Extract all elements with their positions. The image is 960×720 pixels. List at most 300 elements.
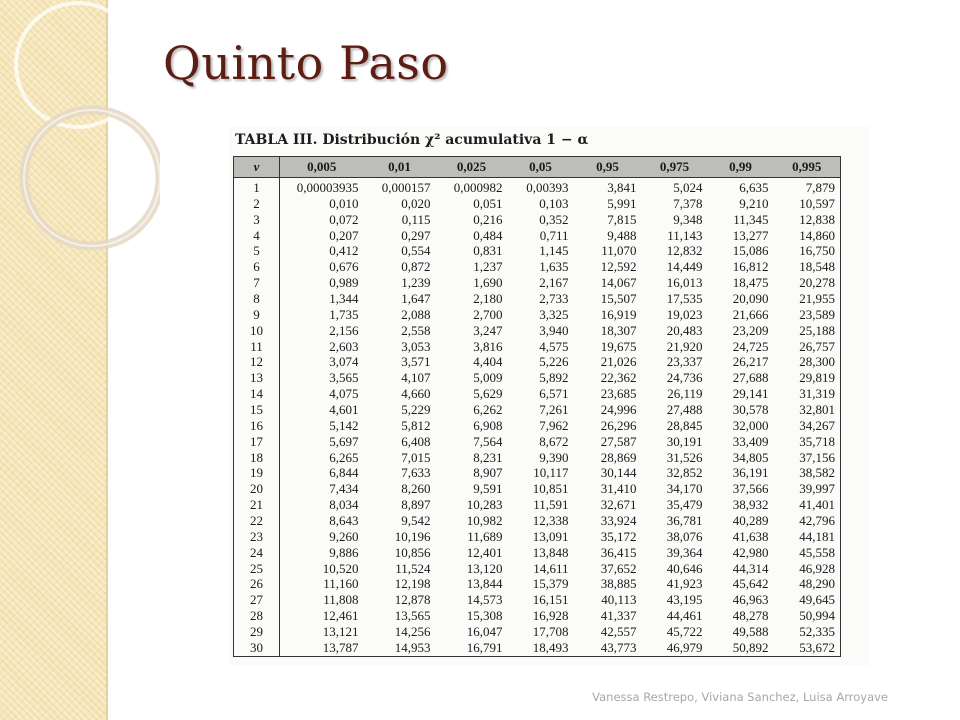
table-cell: 0,676 (329, 259, 359, 275)
table-cell: 15,086 (732, 243, 769, 259)
header-alpha: 0,99 (708, 157, 774, 178)
table-cell: 35,718 (774, 434, 841, 450)
table-row (234, 275, 841, 291)
table-row (234, 339, 841, 355)
table-row (234, 402, 841, 418)
table-cell: 3,325 (539, 306, 569, 322)
table-row (234, 592, 841, 608)
table-cell: 8,231 (473, 449, 503, 465)
table-cell: 45,558 (774, 545, 841, 561)
header-alpha: 0,025 (436, 157, 508, 178)
table-cell: 0,554 (401, 243, 431, 259)
row-degrees-of-freedom: 14 (234, 386, 280, 402)
table-cell: 0,103 (539, 195, 569, 211)
table-cell: 9,260 (329, 528, 359, 544)
table-cell: 44,314 (732, 560, 769, 576)
table-cell: 29,819 (774, 370, 841, 386)
row-degrees-of-freedom: 18 (234, 450, 280, 466)
table-row (234, 370, 841, 386)
table-cell: 34,267 (774, 418, 841, 434)
table-cell: 16,151 (532, 592, 569, 608)
table-cell: 5,991 (607, 195, 637, 211)
table-cell: 50,994 (774, 608, 841, 624)
table-cell: 7,378 (673, 195, 703, 211)
table-cell: 17,708 (532, 624, 569, 640)
table-cell: 4,660 (401, 386, 431, 402)
table-cell: 35,479 (666, 497, 703, 513)
table-cell: 20,090 (732, 291, 769, 307)
table-cell: 1,735 (329, 306, 359, 322)
table-cell: 0,115 (401, 211, 431, 227)
table-cell: 45,642 (732, 576, 769, 592)
row-degrees-of-freedom: 30 (234, 640, 280, 656)
table-cell: 36,781 (666, 513, 703, 529)
table-cell: 0,989 (329, 275, 359, 291)
table-cell: 13,787 (280, 640, 364, 656)
ring-bottom-highlight (24, 110, 160, 246)
header-alpha: 0,05 (508, 157, 574, 178)
row-degrees-of-freedom: 1 (234, 178, 280, 196)
table-cell: 32,801 (774, 402, 841, 418)
table-cell: 0,872 (401, 259, 431, 275)
row-degrees-of-freedom: 22 (234, 513, 280, 529)
table-cell: 15,308 (466, 608, 503, 624)
table-cell: 0,051 (473, 195, 503, 211)
table-cell: 12,838 (774, 212, 841, 228)
table-cell: 0,297 (401, 227, 431, 243)
table-cell: 16,750 (774, 243, 841, 259)
table-cell: 24,725 (732, 338, 769, 354)
table-cell: 46,963 (732, 592, 769, 608)
table-cell: 1,690 (473, 275, 503, 291)
row-degrees-of-freedom: 13 (234, 370, 280, 386)
footer-authors: Vanessa Restrepo, Viviana Sanchez, Luisa Arroyave (592, 690, 888, 704)
table-cell: 5,697 (329, 433, 359, 449)
table-cell: 23,209 (732, 322, 769, 338)
table-cell: 41,401 (774, 497, 841, 513)
row-degrees-of-freedom: 7 (234, 275, 280, 291)
table-cell: 40,289 (732, 513, 769, 529)
table-cell: 4,075 (329, 386, 359, 402)
table-cell: 10,982 (466, 513, 503, 529)
table-cell: 21,920 (666, 338, 703, 354)
table-cell: 1,145 (539, 243, 569, 259)
table-cell: 12,832 (666, 243, 703, 259)
table-cell: 7,015 (401, 449, 431, 465)
table-cell: 14,067 (600, 275, 637, 291)
row-degrees-of-freedom: 3 (234, 212, 280, 228)
table-cell: 20,483 (666, 322, 703, 338)
table-cell: 10,597 (774, 196, 841, 212)
table-cell: 0,020 (401, 195, 431, 211)
table-cell: 6,262 (473, 402, 503, 418)
table-cell: 3,074 (329, 354, 359, 370)
table-cell: 9,591 (473, 481, 503, 497)
table-cell: 28,300 (774, 354, 841, 370)
table-cell: 2,558 (401, 322, 431, 338)
row-degrees-of-freedom: 29 (234, 624, 280, 640)
table-cell: 12,592 (600, 259, 637, 275)
table-header-row (234, 157, 841, 178)
table-cell: 6,571 (539, 386, 569, 402)
table-cell: 5,009 (473, 370, 503, 386)
table-cell: 4,404 (473, 354, 503, 370)
table-cell: 11,689 (467, 528, 503, 544)
table-cell: 48,290 (774, 576, 841, 592)
table-row (234, 178, 841, 196)
table-cell: 5,024 (673, 180, 703, 195)
table-cell: 2,733 (539, 291, 569, 307)
table-cell: 29,141 (732, 386, 769, 402)
table-row (234, 497, 841, 513)
table-cell: 18,493 (508, 640, 574, 656)
table-row (234, 465, 841, 481)
row-degrees-of-freedom: 21 (234, 497, 280, 513)
row-degrees-of-freedom: 19 (234, 465, 280, 481)
table-cell: 41,923 (666, 576, 703, 592)
table-cell: 2,088 (401, 306, 431, 322)
table-cell: 10,851 (532, 481, 569, 497)
row-degrees-of-freedom: 17 (234, 434, 280, 450)
row-degrees-of-freedom: 27 (234, 592, 280, 608)
header-alpha: 0,975 (642, 157, 708, 178)
table-cell: 41,337 (600, 608, 637, 624)
table-cell: 30,191 (666, 433, 703, 449)
table-cell: 34,805 (732, 449, 769, 465)
row-degrees-of-freedom: 12 (234, 354, 280, 370)
table-cell: 27,488 (666, 402, 703, 418)
table-cell: 0,352 (539, 211, 569, 227)
row-degrees-of-freedom: 11 (234, 339, 280, 355)
scanned-table-image (229, 126, 869, 666)
table-cell: 35,172 (600, 528, 637, 544)
table-cell: 8,260 (401, 481, 431, 497)
header-alpha: 0,005 (280, 157, 364, 178)
table-cell: 23,589 (774, 307, 841, 323)
table-cell: 43,195 (666, 592, 703, 608)
table-row (234, 354, 841, 370)
table-cell: 33,924 (600, 513, 637, 529)
table-cell: 10,283 (466, 497, 503, 513)
table-cell: 27,587 (600, 433, 637, 449)
table-cell: 43,773 (574, 640, 642, 656)
table-cell: 0,072 (329, 211, 359, 227)
table-cell: 9,210 (739, 195, 769, 211)
table-cell: 13,121 (322, 624, 359, 640)
table-cell: 9,886 (329, 544, 359, 560)
table-cell: 5,229 (401, 402, 431, 418)
table-cell: 5,812 (401, 417, 431, 433)
table-cell: 9,390 (539, 449, 569, 465)
table-cell: 3,841 (607, 180, 637, 195)
table-row (234, 418, 841, 434)
row-degrees-of-freedom: 4 (234, 228, 280, 244)
table-cell: 12,878 (394, 592, 431, 608)
table-cell: 46,979 (642, 640, 708, 656)
table-cell: 27,688 (732, 370, 769, 386)
table-cell: 14,256 (394, 624, 431, 640)
table-row (234, 450, 841, 466)
table-cell: 11,143 (667, 227, 703, 243)
table-cell: 7,261 (539, 402, 569, 418)
table-cell: 28,845 (666, 417, 703, 433)
header-alpha: 0,01 (364, 157, 436, 178)
table-cell: 5,629 (473, 386, 503, 402)
table-cell: 44,181 (774, 529, 841, 545)
table-cell: 34,170 (666, 481, 703, 497)
table-row (234, 434, 841, 450)
table-cell: 30,578 (732, 402, 769, 418)
row-degrees-of-freedom: 20 (234, 481, 280, 497)
table-cell: 18,548 (774, 259, 841, 275)
table-row (234, 513, 841, 529)
table-cell: 0,412 (329, 243, 359, 259)
table-cell: 30,144 (600, 465, 637, 481)
table-cell: 48,278 (732, 608, 769, 624)
row-degrees-of-freedom: 25 (234, 561, 280, 577)
table-cell: 3,565 (329, 370, 359, 386)
table-cell: 16,812 (732, 259, 769, 275)
table-cell: 24,736 (666, 370, 703, 386)
table-row (234, 323, 841, 339)
table-cell: 14,573 (466, 592, 503, 608)
table-cell: 16,928 (532, 608, 569, 624)
table-cell: 13,277 (732, 227, 769, 243)
table-cell: 28,869 (600, 449, 637, 465)
table-row (234, 545, 841, 561)
table-cell: 6,265 (329, 449, 359, 465)
table-cell: 14,860 (774, 228, 841, 244)
table-cell: 10,117 (533, 465, 569, 481)
table-cell: 0,010 (329, 195, 359, 211)
table-row (234, 307, 841, 323)
table-cell: 9,488 (607, 227, 637, 243)
table-cell: 44,461 (666, 608, 703, 624)
row-degrees-of-freedom: 5 (234, 243, 280, 259)
table-caption: TABLA III. Distribución χ² acumulativa 1 − α (235, 132, 589, 148)
table-row (234, 386, 841, 402)
table-cell: 12,198 (394, 576, 431, 592)
table-cell: 23,685 (600, 386, 637, 402)
table-cell: 13,120 (466, 560, 503, 576)
header-alpha: 0,995 (774, 157, 841, 178)
table-cell: 2,180 (473, 291, 503, 307)
table-cell: 2,603 (329, 338, 359, 354)
table-cell: 8,034 (329, 497, 359, 513)
table-cell: 6,635 (739, 180, 769, 195)
table-cell: 2,156 (329, 322, 359, 338)
row-degrees-of-freedom: 2 (234, 196, 280, 212)
table-cell: 38,076 (666, 528, 703, 544)
table-cell: 16,791 (436, 640, 508, 656)
table-cell: 31,526 (666, 449, 703, 465)
table-row (234, 624, 841, 640)
table-cell: 9,542 (401, 513, 431, 529)
table-cell: 4,575 (539, 338, 569, 354)
table-cell: 14,611 (533, 560, 569, 576)
table-cell: 11,160 (323, 576, 359, 592)
table-cell: 8,907 (473, 465, 503, 481)
table-row (234, 576, 841, 592)
table-cell: 31,410 (600, 481, 637, 497)
table-cell: 2,167 (539, 275, 569, 291)
table-cell: 5,892 (539, 370, 569, 386)
table-body (234, 178, 841, 657)
table-cell: 42,980 (732, 544, 769, 560)
table-cell: 6,844 (329, 465, 359, 481)
row-degrees-of-freedom: 16 (234, 418, 280, 434)
table-cell: 23,337 (666, 354, 703, 370)
table-cell: 17,535 (666, 291, 703, 307)
table-cell: 26,757 (774, 339, 841, 355)
table-cell: 13,091 (532, 528, 569, 544)
table-row (234, 529, 841, 545)
table-cell: 33,409 (732, 433, 769, 449)
table-cell: 42,796 (774, 513, 841, 529)
table-cell: 8,672 (539, 433, 569, 449)
table-cell: 20,278 (774, 275, 841, 291)
table-cell: 13,565 (394, 608, 431, 624)
table-cell: 0,711 (539, 227, 569, 243)
header-alpha: 0,95 (574, 157, 642, 178)
table-cell: 3,940 (539, 322, 569, 338)
table-cell: 32,000 (732, 417, 769, 433)
table-cell: 5,142 (329, 417, 359, 433)
table-cell: 21,026 (600, 354, 637, 370)
table-cell: 0,484 (473, 227, 503, 243)
row-degrees-of-freedom: 15 (234, 402, 280, 418)
row-degrees-of-freedom: 26 (234, 576, 280, 592)
chi-square-table (233, 156, 841, 657)
table-cell: 0,216 (473, 211, 503, 227)
table-cell: 0,000982 (453, 180, 503, 195)
table-cell: 6,908 (473, 417, 503, 433)
table-cell: 11,524 (395, 560, 431, 576)
table-cell: 1,647 (401, 291, 431, 307)
header-nu: ν (234, 157, 280, 178)
table-cell: 19,675 (600, 338, 637, 354)
row-degrees-of-freedom: 23 (234, 529, 280, 545)
table-cell: 26,296 (600, 417, 637, 433)
table-cell: 1,344 (329, 291, 359, 307)
table-row (234, 243, 841, 259)
table-cell: 5,226 (539, 354, 569, 370)
table-cell: 15,379 (532, 576, 569, 592)
table-cell: 25,188 (774, 323, 841, 339)
table-cell: 16,047 (466, 624, 503, 640)
table-cell: 16,919 (600, 306, 637, 322)
table-cell: 1,239 (401, 275, 431, 291)
table-cell: 49,645 (774, 592, 841, 608)
row-degrees-of-freedom: 10 (234, 323, 280, 339)
table-cell: 2,700 (473, 306, 503, 322)
table-cell: 6,408 (401, 433, 431, 449)
table-cell: 16,013 (666, 275, 703, 291)
table-cell: 3,816 (473, 338, 503, 354)
table-cell: 14,953 (364, 640, 436, 656)
table-cell: 7,962 (539, 417, 569, 433)
table-row (234, 228, 841, 244)
decorative-rings (0, 0, 160, 280)
table-row (234, 640, 841, 656)
table-cell: 45,722 (666, 624, 703, 640)
row-degrees-of-freedom: 8 (234, 291, 280, 307)
table-cell: 9,348 (673, 211, 703, 227)
slide-title: Quinto Paso (163, 36, 449, 90)
row-degrees-of-freedom: 9 (234, 307, 280, 323)
table-row (234, 196, 841, 212)
table-cell: 8,897 (401, 497, 431, 513)
table-cell: 12,401 (466, 544, 503, 560)
table-cell: 32,671 (600, 497, 637, 513)
table-cell: 24,996 (600, 402, 637, 418)
table-cell: 18,307 (600, 322, 637, 338)
table-cell: 12,338 (532, 513, 569, 529)
table-cell: 7,879 (774, 178, 841, 196)
table-row (234, 291, 841, 307)
table-row (234, 212, 841, 228)
table-cell: 50,892 (708, 640, 774, 656)
table-row (234, 259, 841, 275)
table-cell: 26,217 (732, 354, 769, 370)
table-cell: 49,588 (732, 624, 769, 640)
table-cell: 4,601 (329, 402, 359, 418)
table-row (234, 481, 841, 497)
table-cell: 19,023 (666, 306, 703, 322)
table-cell: 11,808 (323, 592, 359, 608)
table-cell: 4,107 (401, 370, 431, 386)
table-cell: 37,156 (774, 450, 841, 466)
table-cell: 37,566 (732, 481, 769, 497)
table-row (234, 561, 841, 577)
table-cell: 14,449 (666, 259, 703, 275)
table-cell: 38,885 (600, 576, 637, 592)
table-cell: 32,852 (666, 465, 703, 481)
table-cell: 18,475 (732, 275, 769, 291)
table-cell: 46,928 (774, 561, 841, 577)
table-cell: 3,571 (401, 354, 431, 370)
table-cell: 7,633 (401, 465, 431, 481)
table-cell: 13,848 (532, 544, 569, 560)
table-cell: 0,000157 (381, 180, 431, 195)
table-cell: 1,635 (539, 259, 569, 275)
table-cell: 0,207 (329, 227, 359, 243)
table-cell: 10,856 (394, 544, 431, 560)
row-degrees-of-freedom: 28 (234, 608, 280, 624)
table-cell: 38,932 (732, 497, 769, 513)
table-cell: 10,196 (394, 528, 431, 544)
table-cell: 36,191 (732, 465, 769, 481)
table-cell: 41,638 (732, 528, 769, 544)
table-cell: 1,237 (473, 259, 503, 275)
table-cell: 31,319 (774, 386, 841, 402)
table-cell: 21,666 (732, 306, 769, 322)
table-cell: 53,672 (774, 640, 841, 656)
table-cell: 39,364 (666, 544, 703, 560)
table-cell: 22,362 (600, 370, 637, 386)
table-cell: 11,345 (733, 211, 769, 227)
table-cell: 3,053 (401, 338, 431, 354)
table-cell: 11,591 (533, 497, 569, 513)
table-cell: 7,815 (607, 211, 637, 227)
table-cell: 38,582 (774, 465, 841, 481)
table-cell: 40,646 (666, 560, 703, 576)
table-cell: 26,119 (667, 386, 703, 402)
table-cell: 0,831 (473, 243, 503, 259)
table-cell: 8,643 (329, 513, 359, 529)
table-cell: 7,434 (329, 481, 359, 497)
table-cell: 42,557 (600, 624, 637, 640)
